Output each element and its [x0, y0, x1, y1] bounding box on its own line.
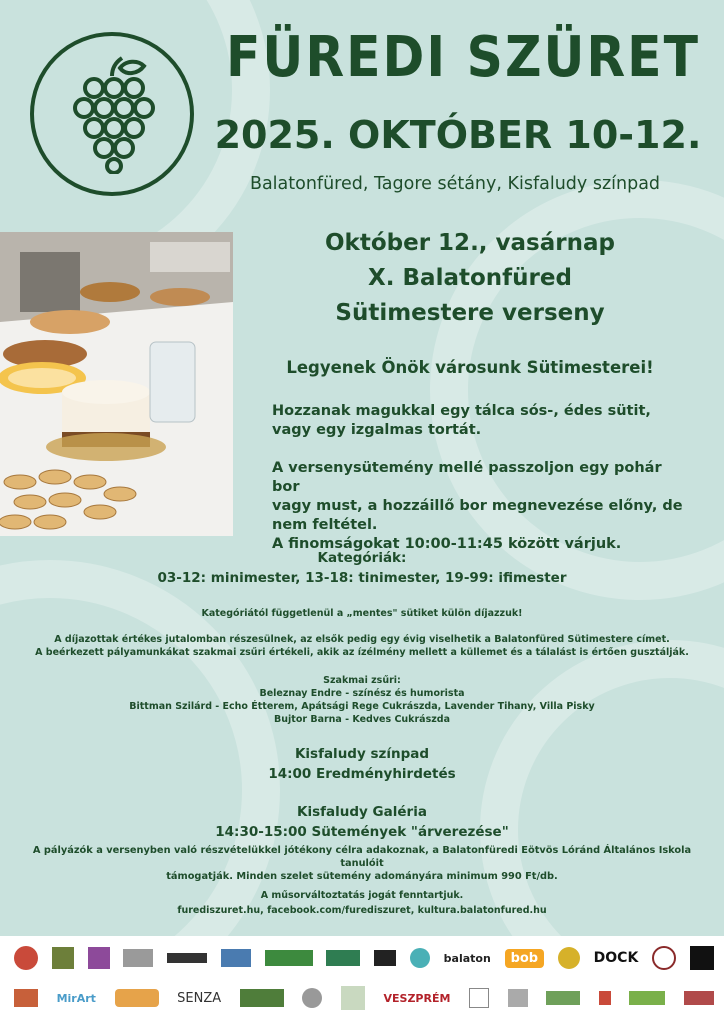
sponsor-logo	[690, 946, 714, 970]
intro-line: A finomságokat 10:00-11:45 között várjuk.	[272, 536, 622, 552]
sponsor-row-1	[14, 946, 714, 970]
categories-heading: Kategóriák:	[317, 550, 407, 566]
intro-line: nem feltétel.	[272, 517, 378, 533]
disclaimer: A műsorváltoztatás jogát fenntartjuk.	[260, 890, 464, 901]
prize-info	[0, 633, 724, 659]
sponsor-logo	[410, 948, 430, 968]
sponsor-logo	[167, 953, 207, 963]
sponsor-logo	[374, 950, 396, 966]
sponsor-veszprem: VESZPRÉM	[383, 991, 451, 1005]
sponsor-logo	[123, 949, 153, 967]
categories	[0, 548, 724, 588]
prize-line: A beérkezett pályamunkákat szakmai zsűri értékeli, akik az ízélmény mellett a küllemet és a tálalást is értően gusztálják.	[35, 647, 689, 658]
intro-text	[272, 402, 692, 554]
sponsor-logo	[14, 946, 38, 970]
grape-logo	[30, 32, 194, 196]
sponsor-logo	[115, 989, 159, 1007]
sponsor-logo	[629, 991, 665, 1005]
sponsor-senza: SENZA	[177, 990, 222, 1006]
sponsor-logo	[599, 991, 611, 1005]
sponsor-logo	[341, 986, 365, 1010]
sponsor-logo	[684, 991, 714, 1005]
event-name-line2: Sütimestere verseny	[335, 300, 605, 326]
event-date: 2025. OKTÓBER 10-12.	[214, 113, 702, 157]
categories-list: 03-12: minimester, 13-18: tinimester, 19-99: ifimester	[157, 570, 567, 586]
grape-icon	[64, 54, 160, 174]
stage-program	[0, 744, 724, 784]
cake-table-photo	[0, 232, 233, 536]
sponsor-logo	[302, 988, 322, 1008]
jury-heading: Szakmai zsűri:	[323, 675, 401, 686]
gallery-program	[0, 802, 724, 842]
free-from-note: Kategóriától függetlenül a „mentes" sütiket külön díjazzuk!	[201, 608, 523, 619]
stage-item: 14:00 Eredményhirdetés	[268, 766, 456, 782]
tagline: Legyenek Önök városunk Sütimesterei!	[286, 358, 654, 377]
sponsor-footer	[0, 936, 724, 1024]
cake-table-illustration	[0, 232, 233, 536]
sponsor-logo	[221, 949, 251, 967]
sponsor-dock: DOCK	[593, 950, 639, 966]
sponsor-logo	[265, 950, 313, 966]
jury-member: Beleznay Endre - színész és humorista	[259, 688, 465, 699]
intro-line: Hozzanak magukkal egy tálca sós-, édes sütit,	[272, 403, 651, 419]
sponsor-logo	[652, 946, 676, 970]
intro-line: A versenysütemény mellé passzoljon egy pohár bor	[272, 460, 662, 495]
gallery-item: 14:30-15:00 Sütemények "árverezése"	[215, 824, 509, 840]
prize-line: A díjazottak értékes jutalomban részesülnek, az elsők pedig egy évig viselhetik a Balatonfüred Sütimestere címet.	[54, 634, 670, 645]
jury-member: Bittman Szilárd - Echo Étterem, Apátsági Rege Cukrászda, Lavender Tihany, Villa Pisky	[129, 701, 595, 712]
charity-line: támogatják. Minden szelet sütemény adományára minimum 990 Ft/db.	[166, 871, 558, 882]
intro-line: vagy must, a hozzáillő bor megnevezése előny, de	[272, 498, 683, 514]
sponsor-row-2	[14, 986, 714, 1010]
charity-line: A pályázók a versenyben való részvételükkel jótékony célra adakoznak, a Balatonfüredi Eötvös Lóránd Általános Iskola tanulóit	[32, 845, 692, 869]
charity-info	[20, 844, 704, 883]
sponsor-logo	[546, 991, 580, 1005]
event-name-line1: X. Balatonfüred	[368, 265, 572, 291]
stage-name: Kisfaludy színpad	[294, 746, 430, 762]
links[interactable]: furediszuret.hu, facebook.com/furediszuret, kultura.balatonfured.hu	[177, 905, 547, 916]
venue: Balatonfüred, Tagore sétány, Kisfaludy színpad	[249, 174, 661, 194]
sponsor-bob: bob	[505, 949, 545, 968]
sponsor-logo	[558, 947, 580, 969]
event-day: Október 12., vasárnap	[325, 230, 615, 256]
jury	[0, 674, 724, 726]
jury-member: Bujtor Barna - Kedves Cukrászda	[274, 714, 450, 725]
sponsor-mirart: MirArt	[56, 991, 96, 1005]
sponsor-logo	[52, 947, 74, 969]
sponsor-logo	[240, 989, 284, 1007]
sponsor-logo	[14, 989, 38, 1007]
page-title: FÜREDI SZÜRET	[226, 25, 700, 90]
gallery-name: Kisfaludy Galéria	[297, 804, 427, 820]
event-heading	[260, 226, 680, 331]
intro-line: vagy egy izgalmas tortát.	[272, 422, 482, 438]
sponsor-logo	[508, 989, 528, 1007]
sponsor-logo	[326, 950, 360, 966]
sponsor-logo	[88, 947, 110, 969]
sponsor-balaton: balaton	[443, 951, 491, 965]
sponsor-logo	[469, 988, 489, 1008]
